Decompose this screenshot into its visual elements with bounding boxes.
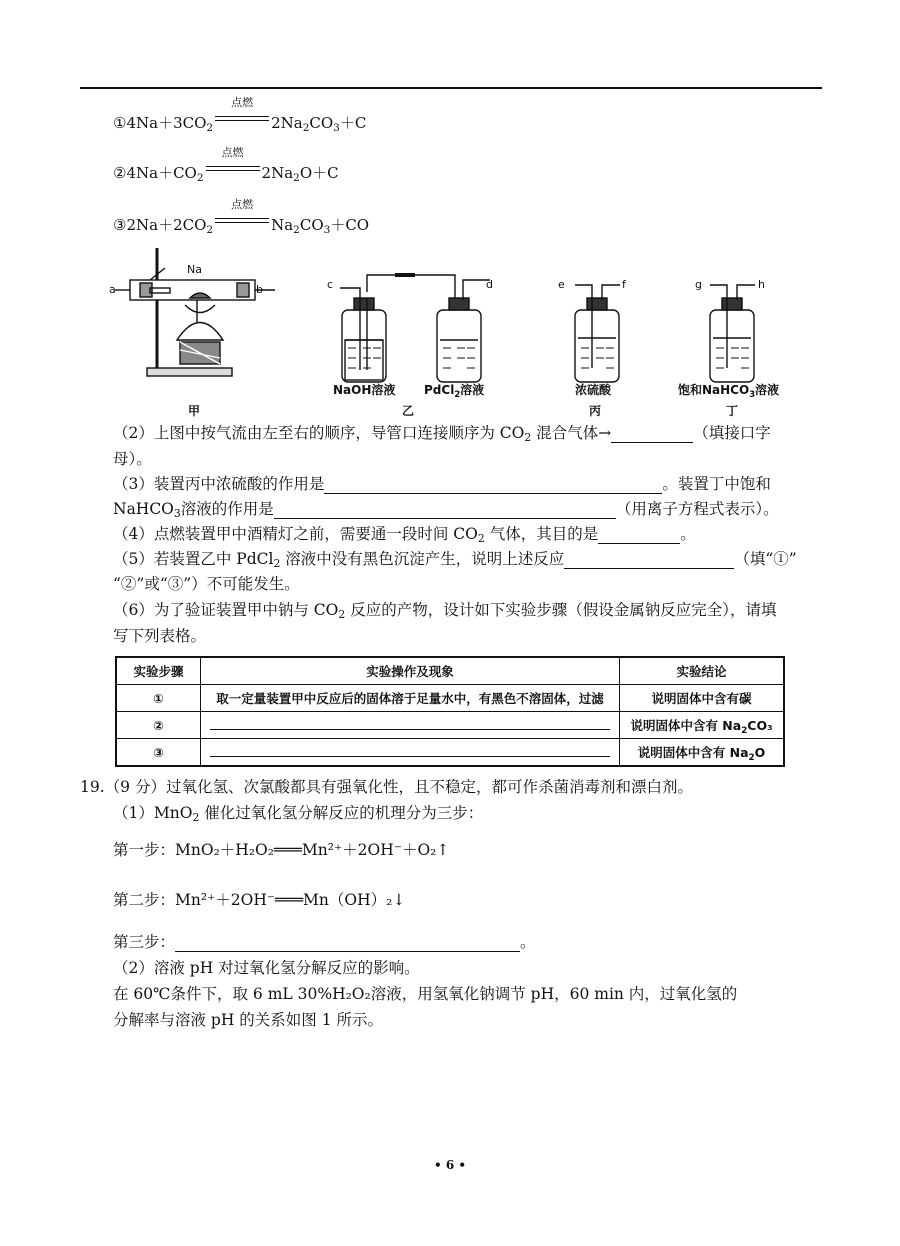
- bottle-h2so4: 浓硫酸: [575, 383, 612, 397]
- step-2: 第二步：Mn²⁺＋2OH⁻═══Mn（OH）₂↓: [113, 891, 406, 909]
- table-header: 实验步骤: [116, 657, 201, 685]
- port-d: d: [486, 278, 493, 291]
- answer-blank[interactable]: [598, 527, 680, 544]
- question-19-1: （1）MnO$_2$ 催化过氧化氢分解反应的机理分为三步：: [113, 804, 484, 824]
- answer-blank[interactable]: [210, 717, 610, 730]
- port-g: g: [695, 278, 702, 291]
- table-cell-conclusion: 说明固体中含有 $Na_2CO_3$: [620, 712, 785, 739]
- table-cell-step: ②: [116, 712, 201, 739]
- question-3: （3）装置丙中浓硫酸的作用是 。装置丁中饱和: [113, 475, 771, 493]
- table-row: [116, 712, 784, 739]
- table-row: [116, 739, 784, 767]
- question-6: （6）为了验证装置甲中钠与 $CO_2$ 反应的产物，设计如下实验步骤（假设金属钠反应完全），请填: [113, 601, 777, 621]
- equation-2: $②4Na+CO_2$ 点燃 $2Na_2O+C$: [113, 146, 339, 184]
- table-header: 实验操作及现象: [201, 657, 620, 685]
- bottle-naoh: NaOH溶液: [333, 383, 396, 397]
- page-number: • 6 •: [433, 1158, 467, 1172]
- answer-blank[interactable]: [175, 935, 520, 952]
- question-4: （4）点燃装置甲中酒精灯之前，需要通一段时间 $CO_2$ 气体，其目的是 。: [113, 525, 696, 545]
- label-ding: 丁: [726, 404, 739, 418]
- label-na: Na: [187, 263, 202, 276]
- table-cell-conclusion: 说明固体中含有碳: [620, 685, 785, 712]
- port-e: e: [558, 278, 565, 291]
- step-1: 第一步：MnO₂＋H₂O₂═══Mn²⁺＋2OH⁻＋O₂↑: [113, 841, 450, 859]
- answer-blank[interactable]: [274, 502, 616, 519]
- question-3-cont: NaHCO$_3$溶液的作用是 （用离子方程式表示）。: [113, 500, 779, 520]
- table-cell-step: ③: [116, 739, 201, 767]
- label-yi: 乙: [402, 404, 415, 418]
- table-cell-conclusion: 说明固体中含有 $Na_2O$: [620, 739, 785, 767]
- top-rule: [80, 87, 822, 89]
- answer-blank[interactable]: [210, 744, 610, 757]
- port-b: b: [256, 283, 263, 296]
- question-6-cont: 写下列表格。: [113, 627, 207, 645]
- experiment-table: [115, 656, 785, 767]
- question-19-head: 19.（9 分）过氧化氢、次氯酸都具有强氧化性，且不稳定，都可作杀菌消毒剂和漂白剂。: [80, 778, 693, 796]
- table-header-row: [116, 657, 784, 685]
- question-19-2: （2）溶液 pH 对过氧化氢分解反应的影响。: [113, 959, 420, 977]
- question-5: （5）若装置乙中 PdCl$_2$ 溶液中没有黑色沉淀产生，说明上述反应 （填“①”: [113, 550, 797, 570]
- equation-1: $①4Na+3CO_2$ 点燃 $2Na_2CO_3+C$: [113, 96, 367, 134]
- question-19-2-text-cont: 分解率与溶液 pH 的关系如图 1 所示。: [113, 1011, 384, 1029]
- bottle-pdcl2: PdCl$_2$溶液: [424, 383, 485, 399]
- table-cell-op[interactable]: [201, 712, 620, 739]
- table-cell-op[interactable]: [201, 739, 620, 767]
- label-jia: 甲: [188, 404, 201, 418]
- equation-3: $③2Na+2CO_2$ 点燃 $Na_2CO_3+CO$: [113, 198, 370, 236]
- table-header: 实验结论: [620, 657, 785, 685]
- question-2-cont: 母）。: [113, 450, 152, 468]
- question-2: （2）上图中按气流由左至右的顺序，导管口连接顺序为 $CO_2$ 混合气体→ （填接口字: [113, 424, 771, 444]
- table-row: [116, 685, 784, 712]
- label-bing: 丙: [589, 404, 602, 418]
- table-cell-op: 取一定量装置甲中反应后的固体溶于足量水中，有黑色不溶固体，过滤: [201, 685, 620, 712]
- answer-blank[interactable]: [324, 477, 662, 494]
- port-c: c: [327, 278, 334, 291]
- question-5-cont: “②”或“③”）不可能发生。: [113, 575, 300, 593]
- bottle-nahco3: 饱和NaHCO$_3$溶液: [678, 383, 780, 399]
- step-3: 第三步： 。: [113, 933, 536, 951]
- table-cell-step: ①: [116, 685, 201, 712]
- answer-blank[interactable]: [564, 552, 734, 569]
- question-19-2-text: 在 60℃条件下，取 6 mL 30%H₂O₂溶液，用氢氧化钠调节 pH，60 min 内，过氧化氢的: [113, 985, 738, 1003]
- port-f: f: [622, 278, 626, 291]
- port-a: a: [109, 283, 116, 296]
- answer-blank[interactable]: [611, 426, 693, 443]
- port-h: h: [758, 278, 765, 291]
